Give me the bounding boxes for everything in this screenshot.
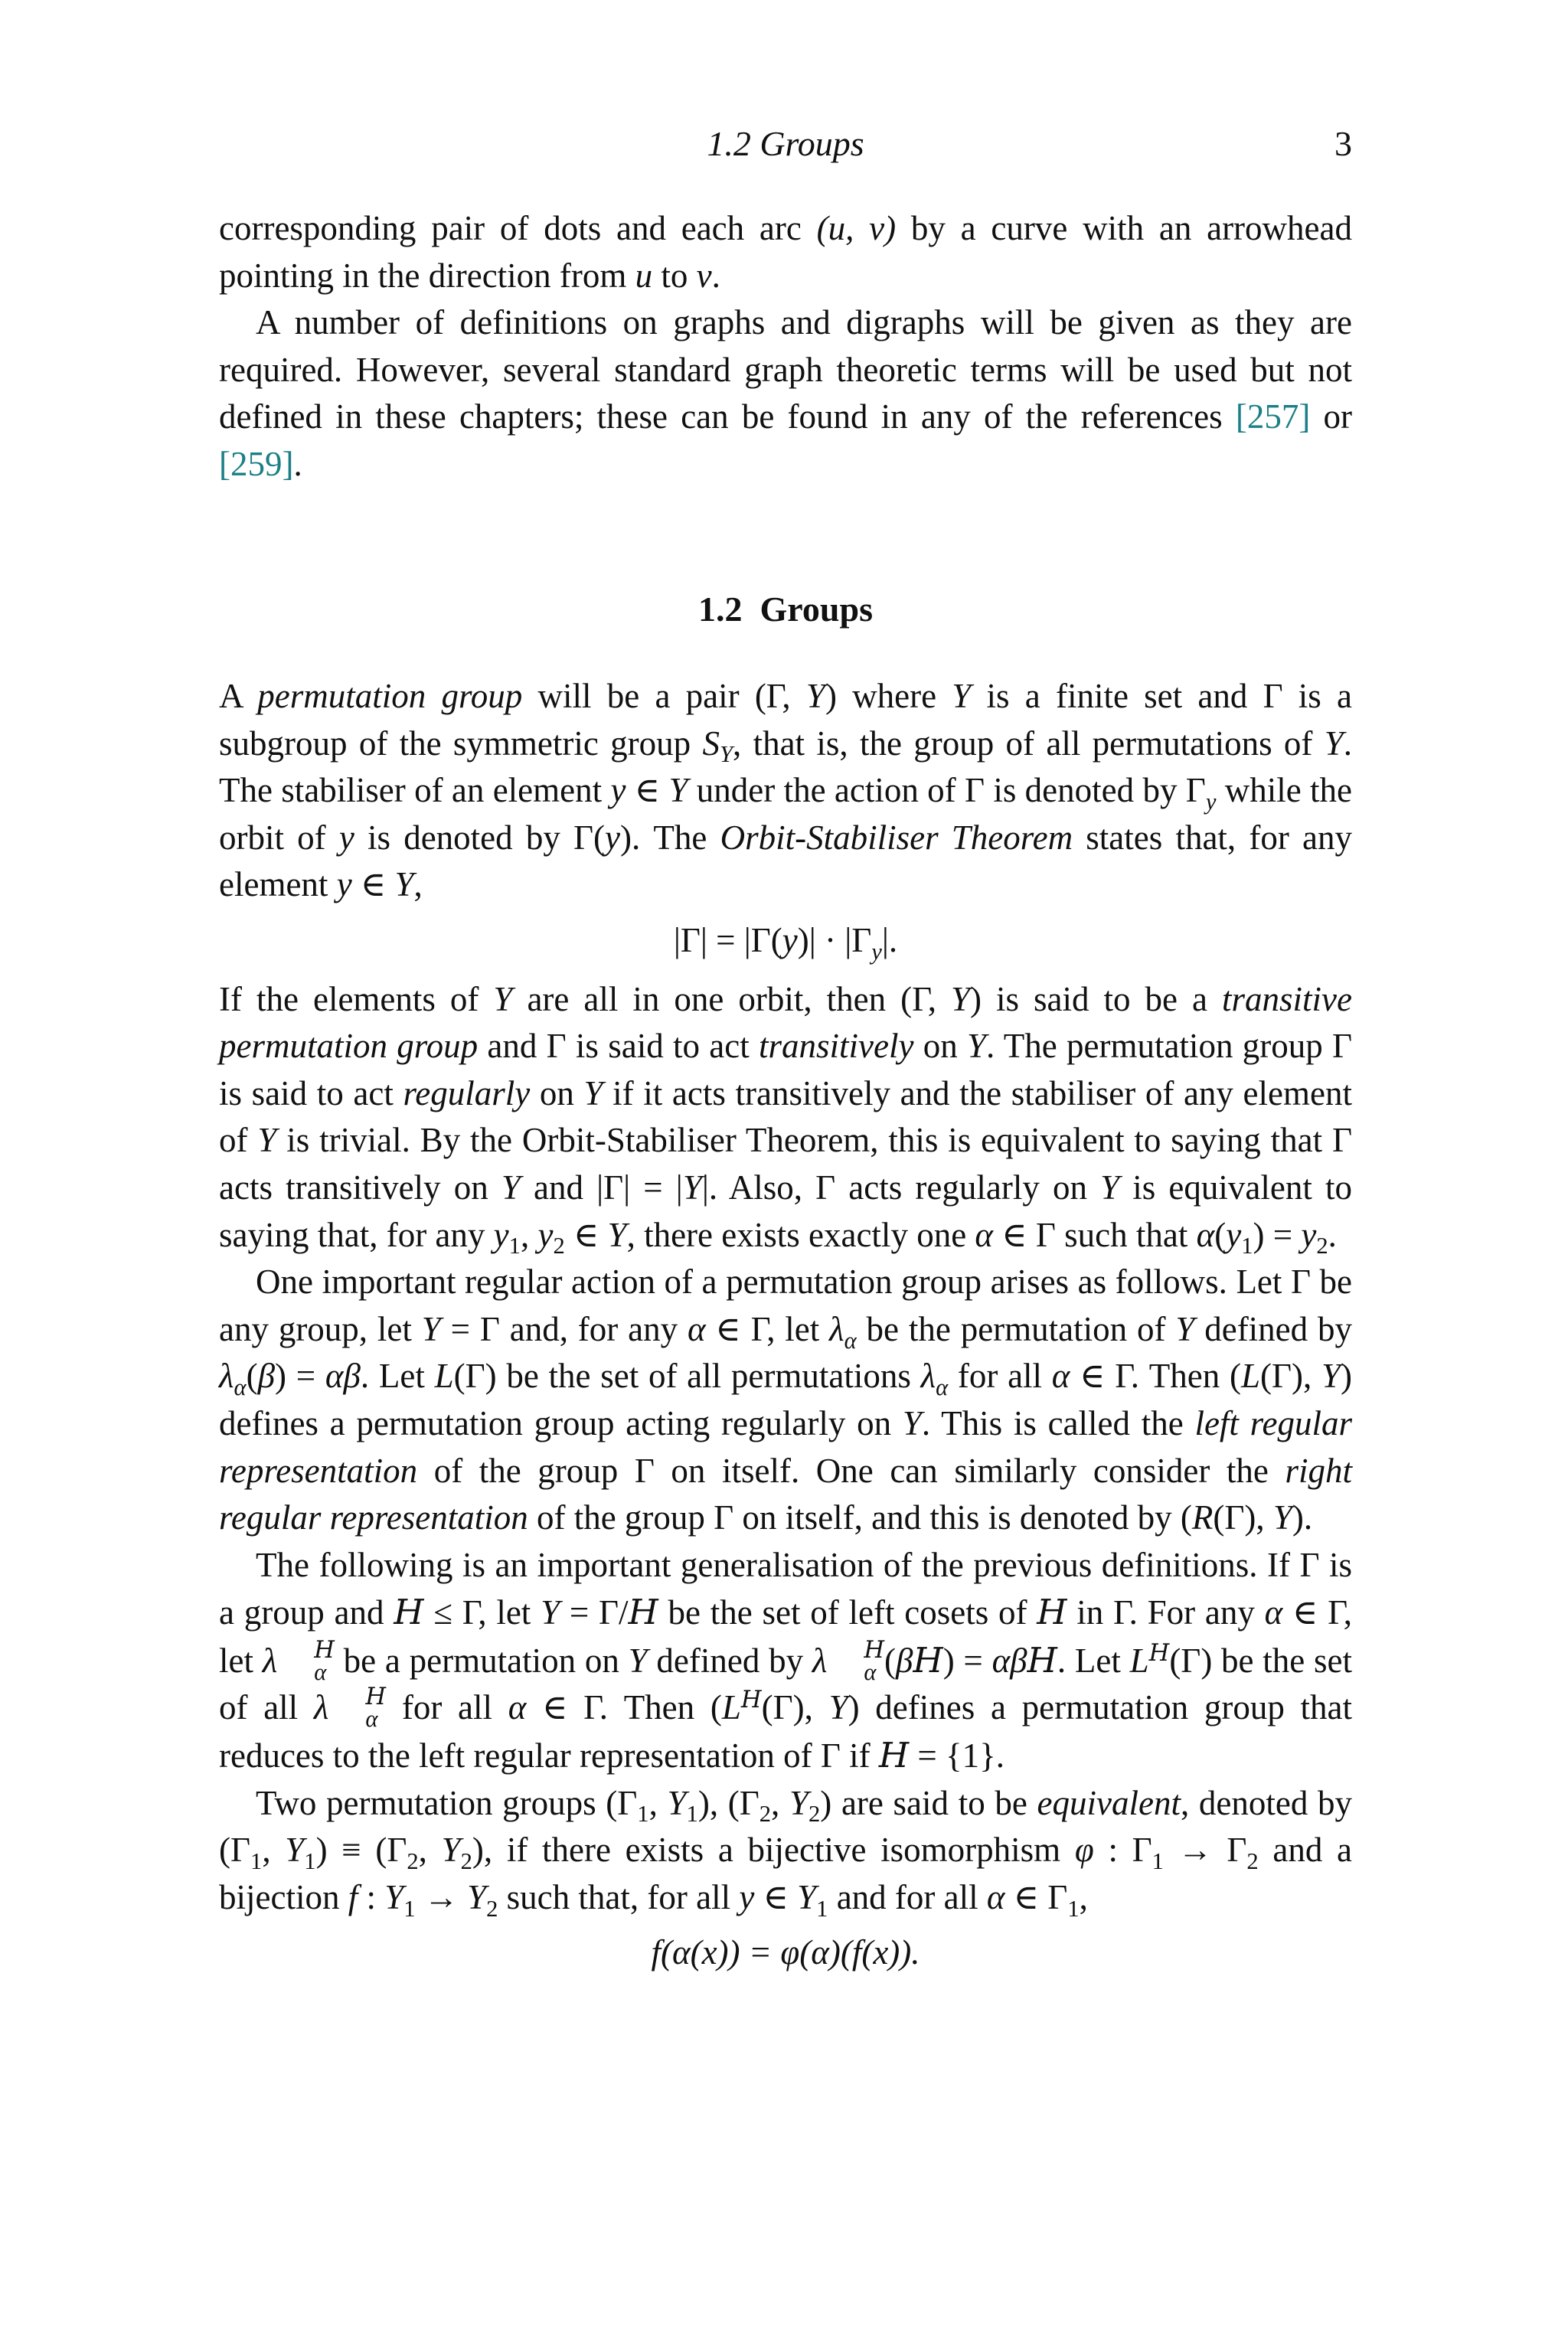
text-block-main (219, 673, 1352, 1988)
section-number: 1.2 (698, 590, 743, 629)
paragraph-transitive: If the elements of Y are all in one orbit, then (Γ, Y) is said to be a transitive permutation group and Γ is said to act transitively on Y. The permutation group Γ is said to act regularly on Y if it acts transitively and the stabiliser of any element of Y is trivial. By the Orbit-Stabiliser Theorem, this is equivalent to saying that Γ acts transitively on Y and |Γ| = |Y|. Also, Γ acts regularly on Y is equivalent to saying that, for any $y_1$, $y_2$ ∈ Y, there exists exactly one α ∈ Γ such that $\alpha(y_1) = y_2$. (219, 979, 1352, 1259)
equation-equivalence: f(α(x)) = φ(α)(f(x)). (651, 1933, 920, 1972)
running-head (219, 121, 1352, 167)
section-title: Groups (760, 590, 873, 629)
paragraph-equivalent: Two permutation groups ($\Gamma_1$, $Y_1$), ($\Gamma_2$, $Y_2$) are said to be equivalent, denoted by ($\Gamma_1$, $Y_1) \equiv (\Gamma_2$, $Y_2$), if there exists a bijective isomorphism φ : $\Gamma_1 \to \Gamma_2$ and a bijection f : $Y_1 \to Y_2$ such that, for all y ∈ $Y_1$ and for all α ∈ $\Gamma_1$, (219, 1783, 1353, 1922)
citation-link-257[interactable]: [257] (1235, 397, 1311, 436)
paragraph-definitions: A number of definitions on graphs and digraphs will be given as they are required. However, several standard graph theoretic terms will be used but not defined in these chapters; these can be found in any of the references [257] or [259]. (219, 303, 1352, 483)
citation-link-259[interactable]: [259] (219, 444, 294, 483)
text-block-top (219, 205, 1352, 488)
paragraph-left-regular: One important regular action of a permutation group arises as follows. Let Γ be any group, let Y = Γ and, for any α ∈ Γ, let $\lambda_\alpha$ be the permutation of Y defined by $\lambda_\alpha(\beta) = \alpha\beta$. Let L(Γ) be the set of all permutations $\lambda_\alpha$ for all α ∈ Γ. Then (L(Γ), Y) defines a permutation group acting regularly on Y. This is called the left regular representation of the group Γ on itself. One can similarly consider the right regular representation of the group Γ on itself, and this is denoted by (R(Γ), Y). (219, 1263, 1353, 1537)
running-head-title: 1.2 Groups (707, 124, 864, 163)
paragraph-permutation-group: A permutation group will be a pair (Γ, Y) where Y is a finite set and Γ is a subgroup of the symmetric group $S_Y$, that is, the group of all permutations of Y. The stabiliser of an element y ∈ Y under the action of Γ is denoted by $\Gamma_y$ while the orbit of y is denoted by Γ(y). The Orbit-Stabiliser Theorem states that, for any element y ∈ Y, (219, 677, 1353, 904)
page-number: 3 (1334, 124, 1352, 163)
equation-orbit-stabiliser: $|\Gamma| = |\Gamma(y)| \cdot |\Gamma_y|$. (673, 920, 898, 965)
paragraph-arc-drawing: corresponding pair of dots and each arc (u, v) by a curve with an arrowhead pointing in the direction from u to v. (219, 209, 1352, 295)
paragraph-generalisation: The following is an important generalisation of the previous definitions. If Γ is a group and H ≤ Γ, let Y = Γ/H be the set of left cosets of H in Γ. For any α ∈ Γ, let λ H α be a permutation on Y defined by λ H α (βH) = αβH. Let $L^H(\Gamma)$ be the set of all λ H α for all α ∈ Γ. Then ($L^H(\Gamma)$, Y) defines a permutation group that reduces to the left regular representation of Γ if H = {1}. (219, 1545, 1353, 1776)
section-heading (219, 586, 1352, 632)
